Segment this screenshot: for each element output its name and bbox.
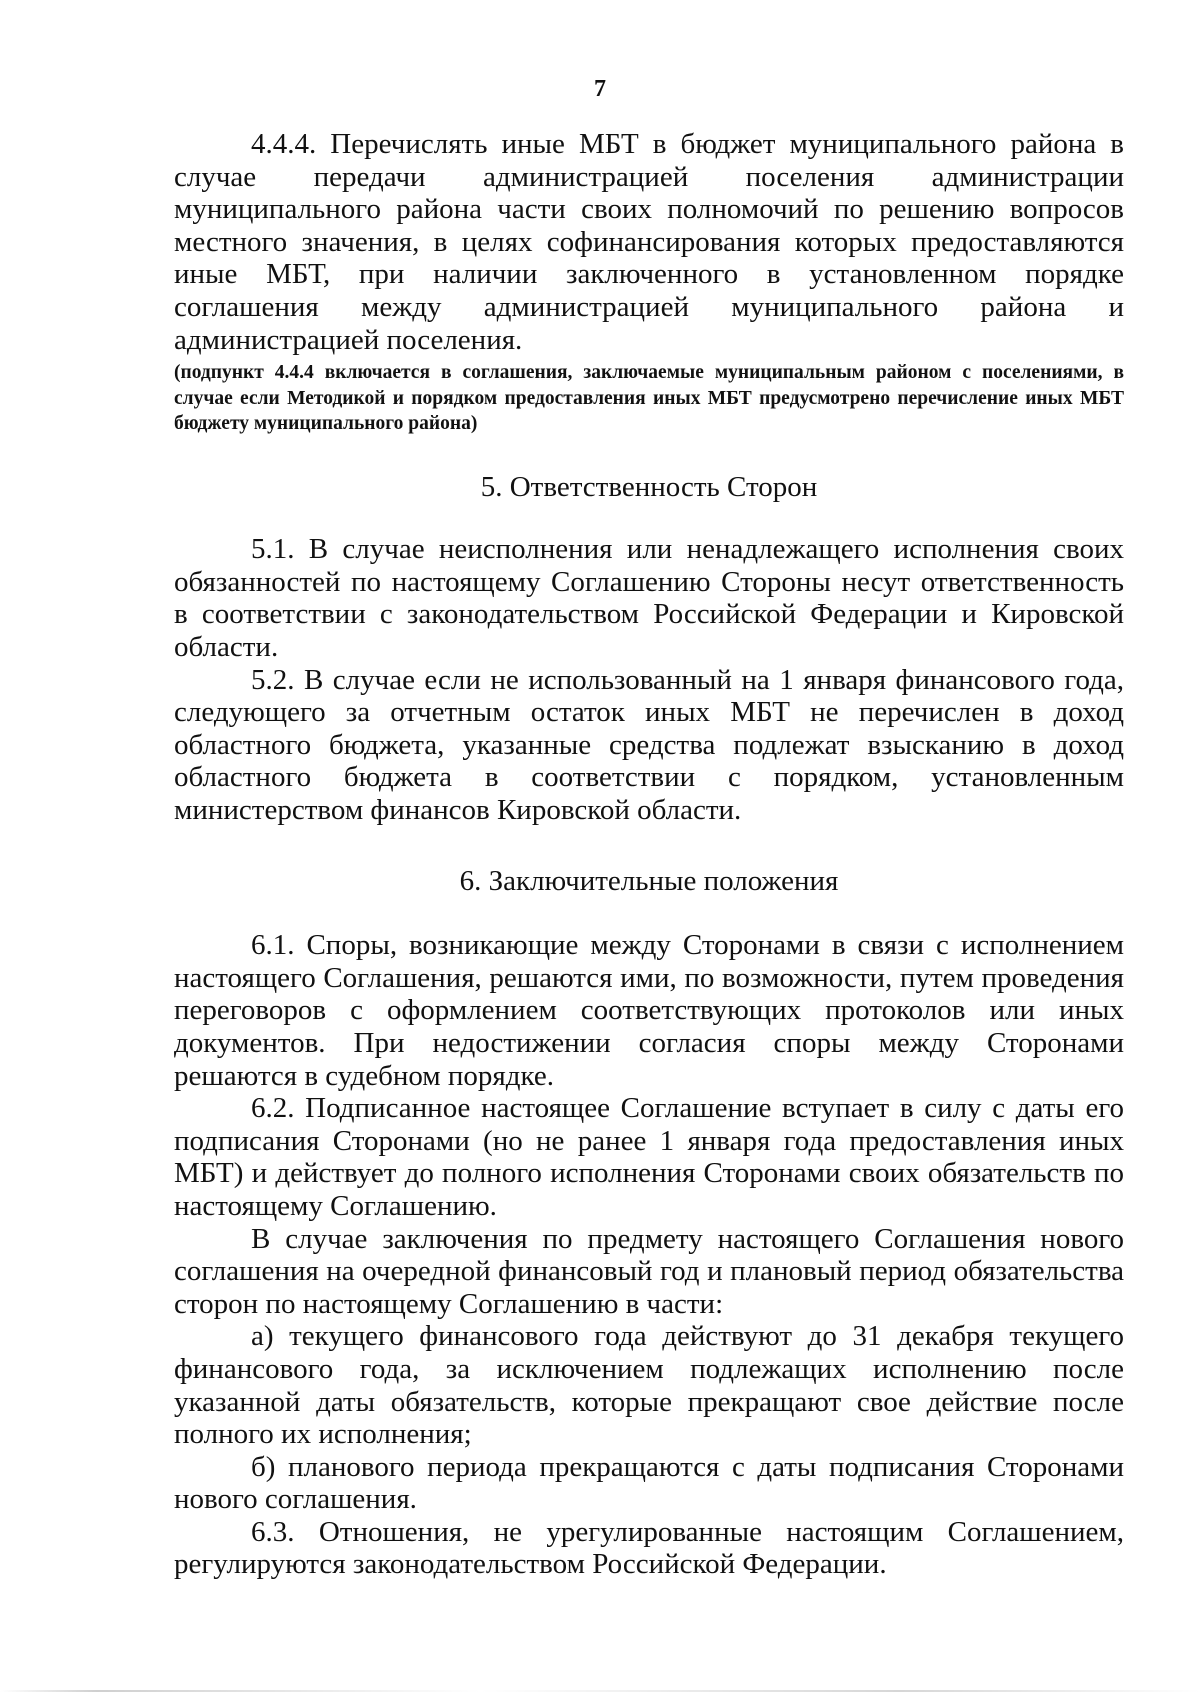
paragraph-6-2: 6.2. Подписанное настоящее Соглашение вступает в силу с даты его подписания Сторонами (но не ранее 1 января года предоставления иных МБТ) и действует до полного исполнения Сторонами своих обязательств по настоящему Соглашению. bbox=[174, 1092, 1124, 1222]
paragraph-5-2: 5.2. В случае если не использованный на 1 января финансового года, следующего за отчетным остаток иных МБТ не перечислен в доход областного бюджета, указанные средства подлежат взысканию в доход областного бюджета в соответствии с порядком, установленным министерством финансов Кировской области. bbox=[174, 663, 1124, 826]
paragraph-5-1: 5.1. В случае неисполнения или ненадлежащего исполнения своих обязанностей по настоящему Соглашению Стороны несут ответственность в соответствии с законодательством Российской Федерации и Кировской области. bbox=[174, 533, 1124, 664]
document-body bbox=[174, 128, 1124, 1581]
paragraph-6-2-b: б) планового периода прекращаются с даты подписания Сторонами нового соглашения. bbox=[174, 1450, 1124, 1516]
section-5-heading: 5. Ответственность Сторон bbox=[480, 470, 818, 503]
page-number: 7 bbox=[594, 76, 606, 102]
paragraph-6-2-a: а) текущего финансового года действуют до 31 декабря текущего финансового года, за исключением подлежащих исполнению после указанной даты обязательств, которые прекращают свое действие после полного их исполнения; bbox=[174, 1320, 1124, 1451]
paragraph-6-1: 6.1. Споры, возникающие между Сторонами в связи с исполнением настоящего Соглашения, решаются ими, по возможности, путем проведения переговоров с оформлением соответствующих протоколов или иных документов. При недостижении согласия споры между Сторонами решаются в судебном порядке. bbox=[174, 929, 1124, 1092]
paragraph-6-2-new-agreement: В случае заключения по предмету настоящего Соглашения нового соглашения на очередной финансовый год и плановый период обязательства сторон по настоящему Соглашению в части: bbox=[174, 1222, 1124, 1320]
paragraph-4-4-4: 4.4.4. Перечислять иные МБТ в бюджет муниципального района в случае передачи администрацией поселения администрации муниципального района части своих полномочий по решению вопросов местного значения, в целях софинансирования которых предоставляются иные МБТ, при наличии заключенного в установленном порядке соглашения между администрацией муниципального района и администрацией поселения. bbox=[174, 128, 1124, 356]
scan-edge-line bbox=[0, 1690, 1200, 1692]
section-6-heading: 6. Заключительные положения bbox=[459, 864, 839, 897]
note-4-4-4: (подпункт 4.4.4 включается в соглашения, заключаемые муниципальным районом с поселениями, в случае если Методикой и порядком предоставления иных МБТ предусмотрено перечисление иных МБТ бюджету муниципального района) bbox=[174, 362, 1124, 435]
paragraph-6-3: 6.3. Отношения, не урегулированные настоящим Соглашением, регулируются законодательством Российской Федерации. bbox=[174, 1515, 1124, 1581]
